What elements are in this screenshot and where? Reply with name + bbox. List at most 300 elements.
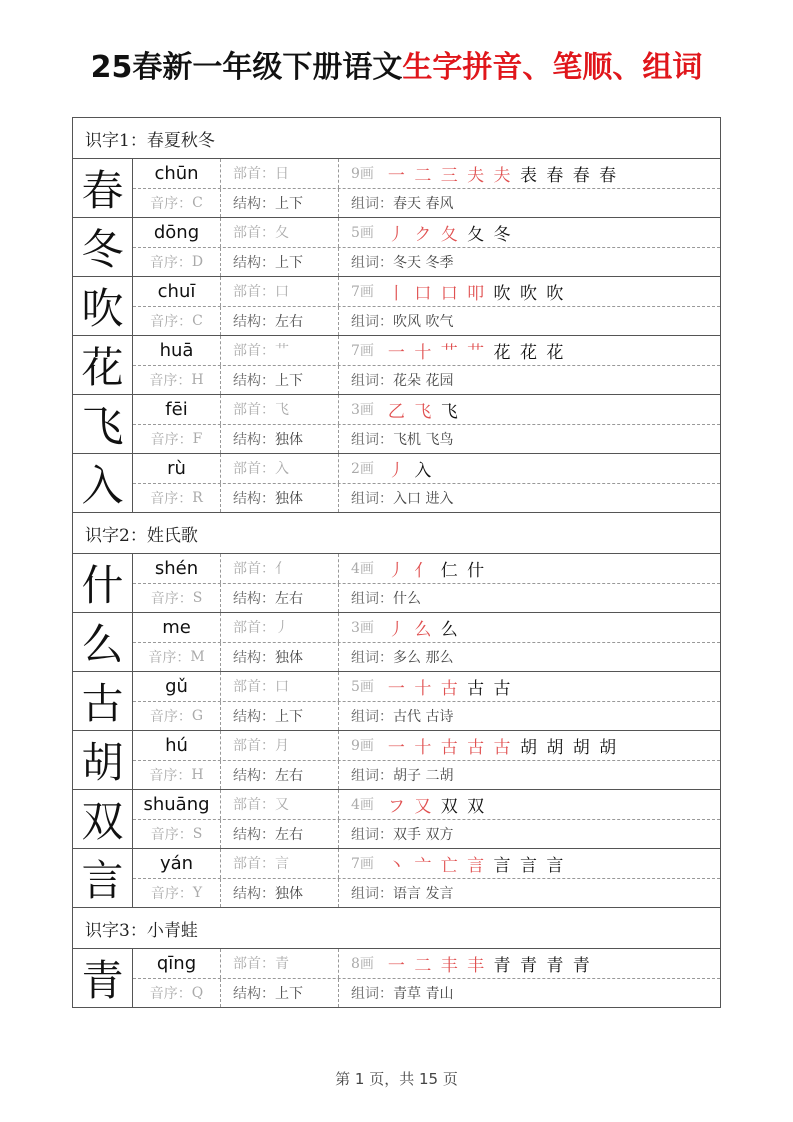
structure-label: 结构：	[233, 590, 275, 607]
structure-value: 左右	[275, 767, 303, 784]
entry-row-bottom	[133, 761, 720, 790]
order-cell	[133, 189, 221, 218]
structure-value: 左右	[275, 826, 303, 843]
stroke-step: 古	[493, 737, 520, 758]
words-cell	[339, 189, 720, 218]
words-cell	[339, 425, 720, 454]
entry-grid	[133, 731, 720, 789]
stroke-order-sequence	[388, 951, 592, 976]
stroke-step: 花	[493, 342, 520, 363]
order-value: F	[192, 430, 203, 447]
structure-label: 结构：	[233, 985, 275, 1002]
stroke-step: 一	[387, 955, 415, 976]
stroke-step: 丶	[387, 855, 415, 876]
radical-value: 夂	[275, 225, 289, 242]
pinyin: shén	[154, 557, 199, 579]
stroke-count	[351, 794, 374, 814]
order-value: C	[192, 312, 203, 329]
words-value: 多么 那么	[393, 649, 454, 666]
structure-cell	[221, 979, 339, 1008]
structure-cell	[221, 484, 339, 513]
character-entry	[72, 553, 721, 612]
words-label: 组词：	[351, 649, 393, 666]
order-label: 音序：	[149, 985, 192, 1002]
stroke-count-suffix: 画	[359, 166, 374, 183]
words-label: 组词：	[351, 708, 393, 725]
radical-label: 部首：	[233, 284, 275, 301]
stroke-step: 丿	[387, 619, 415, 640]
radical-cell	[221, 554, 339, 583]
order-label: 音序：	[150, 826, 193, 843]
pinyin: hú	[165, 734, 188, 756]
radical-cell	[221, 277, 339, 306]
pinyin-cell	[133, 395, 221, 424]
words-label: 组词：	[351, 767, 393, 784]
stroke-cell	[339, 454, 720, 483]
stroke-count-suffix: 画	[359, 738, 374, 755]
entry-grid	[133, 454, 720, 512]
order-value: D	[191, 253, 204, 270]
character-glyph: 入	[73, 454, 133, 512]
stroke-step: 胡	[599, 737, 619, 758]
character-glyph: 飞	[73, 395, 133, 453]
stroke-count-suffix: 画	[359, 620, 374, 637]
words-value: 冬天 冬季	[393, 254, 454, 271]
entry-grid	[133, 554, 720, 612]
stroke-step: 夂	[467, 224, 494, 245]
words-cell	[339, 979, 720, 1008]
pinyin: shuāng	[143, 793, 210, 815]
stroke-count-number: 5	[351, 679, 360, 696]
words-value: 双手 双方	[393, 826, 454, 843]
pinyin-cell	[133, 613, 221, 642]
pinyin: yán	[159, 852, 194, 874]
order-label: 音序：	[150, 313, 193, 330]
stroke-cell	[339, 336, 720, 365]
words-value: 胡子 二胡	[393, 767, 454, 784]
order-value: Y	[192, 884, 203, 901]
radical-cell	[221, 790, 339, 819]
order-cell	[133, 820, 221, 849]
entry-grid	[133, 849, 720, 907]
words-cell	[339, 820, 720, 849]
radical-cell	[221, 159, 339, 188]
pinyin-cell	[133, 849, 221, 878]
order-label: 音序：	[150, 195, 193, 212]
radical-value: 入	[275, 461, 289, 478]
radical-label: 部首：	[233, 679, 275, 696]
stroke-step: 亻	[414, 560, 441, 581]
stroke-cell	[339, 159, 720, 188]
structure-value: 独体	[275, 649, 303, 666]
stroke-step: 入	[414, 460, 434, 481]
structure-cell	[221, 425, 339, 454]
stroke-count	[351, 735, 374, 755]
entry-grid	[133, 277, 720, 335]
character-glyph: 双	[73, 790, 133, 848]
stroke-count	[351, 281, 374, 301]
pinyin: me	[162, 616, 191, 638]
radical-cell	[221, 731, 339, 760]
stroke-step: 丿	[387, 224, 415, 245]
stroke-order-sequence	[388, 161, 618, 186]
stroke-step: 吹	[519, 283, 547, 304]
character-entry	[72, 453, 721, 512]
stroke-order-sequence	[388, 456, 433, 481]
structure-label: 结构：	[233, 826, 275, 843]
stroke-count-suffix: 画	[359, 402, 374, 419]
stroke-order-sequence	[388, 556, 486, 581]
radical-label: 部首：	[233, 797, 275, 814]
radical-label: 部首：	[233, 561, 275, 578]
radical-value: 口	[275, 679, 289, 696]
stroke-count	[351, 617, 374, 637]
order-cell	[133, 879, 221, 908]
stroke-order-sequence	[388, 674, 513, 699]
character-entry	[72, 848, 721, 907]
order-cell	[133, 248, 221, 277]
structure-value: 左右	[275, 313, 303, 330]
character-entry	[72, 158, 721, 217]
structure-value: 独体	[275, 431, 303, 448]
entry-row-bottom	[133, 425, 720, 454]
character-glyph: 青	[73, 949, 133, 1007]
stroke-cell	[339, 395, 720, 424]
stroke-step: 古	[493, 678, 513, 699]
title-black-part: 25春新一年级下册语文	[90, 50, 403, 85]
structure-cell	[221, 761, 339, 790]
order-cell	[133, 366, 221, 395]
radical-value: 丿	[275, 620, 289, 637]
stroke-cell	[339, 731, 720, 760]
stroke-count-suffix: 画	[359, 856, 374, 873]
character-glyph: 么	[73, 613, 133, 671]
entry-row-bottom	[133, 248, 720, 277]
pinyin: huā	[159, 339, 194, 361]
order-label: 音序：	[148, 649, 191, 666]
stroke-step: 古	[467, 737, 494, 758]
structure-label: 结构：	[233, 490, 275, 507]
stroke-step: フ	[387, 796, 415, 817]
entry-row-bottom	[133, 979, 720, 1008]
words-label: 组词：	[351, 826, 393, 843]
stroke-step: 艹	[467, 342, 494, 363]
stroke-step: 古	[440, 737, 468, 758]
stroke-count-number: 7	[351, 343, 360, 360]
stroke-order-sequence	[388, 792, 486, 817]
structure-label: 结构：	[233, 649, 275, 666]
stroke-step: 夫	[493, 165, 520, 186]
order-value: R	[192, 489, 203, 506]
structure-label: 结构：	[233, 431, 275, 448]
pinyin-cell	[133, 554, 221, 583]
entry-row-top	[133, 336, 720, 366]
stroke-count	[351, 340, 374, 360]
pinyin-cell	[133, 731, 221, 760]
words-cell	[339, 879, 720, 908]
order-value: C	[192, 194, 203, 211]
order-label: 音序：	[150, 885, 193, 902]
stroke-step: 言	[467, 855, 494, 876]
entry-row-top	[133, 672, 720, 702]
character-entry	[72, 948, 721, 1007]
entry-row-top	[133, 731, 720, 761]
structure-value: 左右	[275, 590, 303, 607]
stroke-step: 春	[599, 165, 619, 186]
order-label: 音序：	[149, 767, 192, 784]
structure-cell	[221, 879, 339, 908]
words-value: 入口 进入	[393, 490, 454, 507]
page-title	[0, 50, 793, 86]
pinyin-cell	[133, 790, 221, 819]
stroke-step: 十	[414, 737, 441, 758]
entry-row-bottom	[133, 643, 720, 672]
stroke-cell	[339, 613, 720, 642]
stroke-count-suffix: 画	[359, 225, 374, 242]
radical-label: 部首：	[233, 461, 275, 478]
stroke-step: 又	[414, 796, 441, 817]
order-cell	[133, 425, 221, 454]
stroke-cell	[339, 554, 720, 583]
words-cell	[339, 248, 720, 277]
stroke-count-number: 7	[351, 284, 360, 301]
stroke-step: 胡	[572, 737, 600, 758]
entry-row-top	[133, 613, 720, 643]
pinyin: chūn	[154, 162, 199, 184]
stroke-step: 一	[387, 737, 415, 758]
radical-cell	[221, 672, 339, 701]
structure-cell	[221, 643, 339, 672]
radical-value: 言	[275, 856, 289, 873]
stroke-count-number: 4	[351, 797, 360, 814]
words-cell	[339, 643, 720, 672]
order-cell	[133, 761, 221, 790]
entry-grid	[133, 159, 720, 217]
entry-row-top	[133, 454, 720, 484]
words-cell	[339, 761, 720, 790]
stroke-step: 古	[467, 678, 494, 699]
entry-row-bottom	[133, 484, 720, 513]
entry-grid	[133, 395, 720, 453]
character-entry	[72, 612, 721, 671]
character-entry	[72, 789, 721, 848]
stroke-count-suffix: 画	[359, 561, 374, 578]
words-label: 组词：	[351, 490, 393, 507]
stroke-step: 什	[467, 560, 487, 581]
radical-value: 艹	[275, 343, 289, 360]
character-glyph: 胡	[73, 731, 133, 789]
stroke-step: 青	[572, 955, 592, 976]
radical-label: 部首：	[233, 343, 275, 360]
stroke-cell	[339, 849, 720, 878]
character-glyph: 古	[73, 672, 133, 730]
words-value: 什么	[393, 590, 421, 607]
radical-cell	[221, 336, 339, 365]
structure-label: 结构：	[233, 708, 275, 725]
character-entry	[72, 276, 721, 335]
table-bottom-border	[72, 1007, 721, 1008]
stroke-step: 青	[546, 955, 573, 976]
stroke-step: 言	[546, 855, 566, 876]
stroke-step: 胡	[519, 737, 547, 758]
entry-row-bottom	[133, 189, 720, 218]
stroke-step: 丨	[387, 283, 415, 304]
stroke-count-number: 2	[351, 461, 360, 478]
character-glyph: 冬	[73, 218, 133, 276]
pinyin: qīng	[156, 952, 197, 974]
order-label: 音序：	[149, 254, 192, 271]
stroke-count-number: 9	[351, 738, 360, 755]
stroke-order-sequence	[388, 279, 565, 304]
radical-cell	[221, 613, 339, 642]
order-value: H	[191, 371, 204, 388]
structure-label: 结构：	[233, 372, 275, 389]
words-label: 组词：	[351, 195, 393, 212]
structure-cell	[221, 248, 339, 277]
words-value: 花朵 花园	[393, 372, 454, 389]
structure-label: 结构：	[233, 767, 275, 784]
words-label: 组词：	[351, 313, 393, 330]
entry-row-bottom	[133, 307, 720, 336]
stroke-count	[351, 399, 374, 419]
entry-row-top	[133, 218, 720, 248]
stroke-step: 言	[519, 855, 547, 876]
stroke-count-suffix: 画	[359, 797, 374, 814]
order-cell	[133, 643, 221, 672]
radical-cell	[221, 395, 339, 424]
character-glyph: 吹	[73, 277, 133, 335]
stroke-step: 春	[572, 165, 600, 186]
section-heading: 识字1：春夏秋冬	[72, 117, 721, 158]
words-value: 飞机 飞鸟	[393, 431, 454, 448]
stroke-count	[351, 853, 374, 873]
structure-cell	[221, 702, 339, 731]
structure-value: 独体	[275, 885, 303, 902]
words-cell	[339, 366, 720, 395]
pinyin: chuī	[157, 280, 196, 302]
stroke-cell	[339, 790, 720, 819]
stroke-step: 么	[440, 619, 460, 640]
radical-label: 部首：	[233, 166, 275, 183]
stroke-step: 吹	[546, 283, 566, 304]
stroke-step: 叩	[467, 283, 494, 304]
stroke-step: ク	[414, 224, 441, 245]
stroke-step: 口	[414, 283, 441, 304]
stroke-step: 一	[387, 678, 415, 699]
order-value: H	[191, 766, 204, 783]
structure-label: 结构：	[233, 313, 275, 330]
entry-row-top	[133, 159, 720, 189]
stroke-step: 青	[493, 955, 520, 976]
stroke-step: 丿	[387, 460, 415, 481]
stroke-count-number: 5	[351, 225, 360, 242]
radical-label: 部首：	[233, 956, 275, 973]
words-cell	[339, 702, 720, 731]
radical-label: 部首：	[233, 620, 275, 637]
pinyin: gǔ	[165, 675, 188, 697]
words-label: 组词：	[351, 431, 393, 448]
structure-label: 结构：	[233, 885, 275, 902]
stroke-count	[351, 458, 374, 478]
stroke-order-sequence	[388, 733, 618, 758]
stroke-step: 丿	[387, 560, 415, 581]
stroke-cell	[339, 949, 720, 978]
stroke-order-sequence	[388, 220, 513, 245]
stroke-order-sequence	[388, 397, 460, 422]
stroke-step: 艹	[440, 342, 468, 363]
stroke-cell	[339, 218, 720, 247]
stroke-count-number: 9	[351, 166, 360, 183]
character-glyph: 什	[73, 554, 133, 612]
words-label: 组词：	[351, 254, 393, 271]
stroke-step: 夫	[467, 165, 494, 186]
order-label: 音序：	[149, 708, 192, 725]
radical-label: 部首：	[233, 225, 275, 242]
stroke-count-number: 4	[351, 561, 360, 578]
stroke-step: 口	[440, 283, 468, 304]
order-value: S	[192, 589, 203, 606]
entry-row-bottom	[133, 702, 720, 731]
structure-value: 上下	[275, 985, 303, 1002]
stroke-step: 春	[546, 165, 573, 186]
stroke-count	[351, 676, 374, 696]
entry-row-top	[133, 395, 720, 425]
entry-grid	[133, 790, 720, 848]
order-cell	[133, 307, 221, 336]
entry-row-bottom	[133, 820, 720, 849]
pinyin-cell	[133, 159, 221, 188]
stroke-step: 一	[387, 165, 415, 186]
radical-value: 飞	[275, 402, 289, 419]
stroke-count-suffix: 画	[359, 679, 374, 696]
stroke-count-suffix: 画	[359, 343, 374, 360]
stroke-step: 青	[519, 955, 547, 976]
words-label: 组词：	[351, 885, 393, 902]
stroke-step: 亡	[440, 855, 468, 876]
title-red-part: 生字拼音、笔顺、组词	[402, 50, 703, 85]
words-label: 组词：	[351, 590, 393, 607]
order-label: 音序：	[150, 431, 193, 448]
stroke-order-sequence	[388, 615, 460, 640]
character-entry	[72, 730, 721, 789]
entry-grid	[133, 336, 720, 394]
stroke-count-number: 8	[351, 956, 360, 973]
pinyin-cell	[133, 454, 221, 483]
radical-value: 亻	[275, 561, 289, 578]
stroke-step: 丰	[467, 955, 494, 976]
entry-row-top	[133, 849, 720, 879]
character-glyph: 花	[73, 336, 133, 394]
page-footer: 第 1 页，共 15 页	[335, 1070, 458, 1088]
order-value: M	[190, 648, 205, 665]
structure-label: 结构：	[233, 254, 275, 271]
pinyin-cell	[133, 949, 221, 978]
radical-value: 青	[275, 956, 289, 973]
order-cell	[133, 702, 221, 731]
stroke-step: 亠	[414, 855, 441, 876]
entry-grid	[133, 949, 720, 1007]
structure-cell	[221, 820, 339, 849]
radical-label: 部首：	[233, 402, 275, 419]
entry-grid	[133, 672, 720, 730]
pinyin-cell	[133, 672, 221, 701]
radical-cell	[221, 949, 339, 978]
character-entry	[72, 394, 721, 453]
entry-row-bottom	[133, 584, 720, 613]
order-label: 音序：	[150, 590, 193, 607]
stroke-count	[351, 558, 374, 578]
structure-cell	[221, 584, 339, 613]
